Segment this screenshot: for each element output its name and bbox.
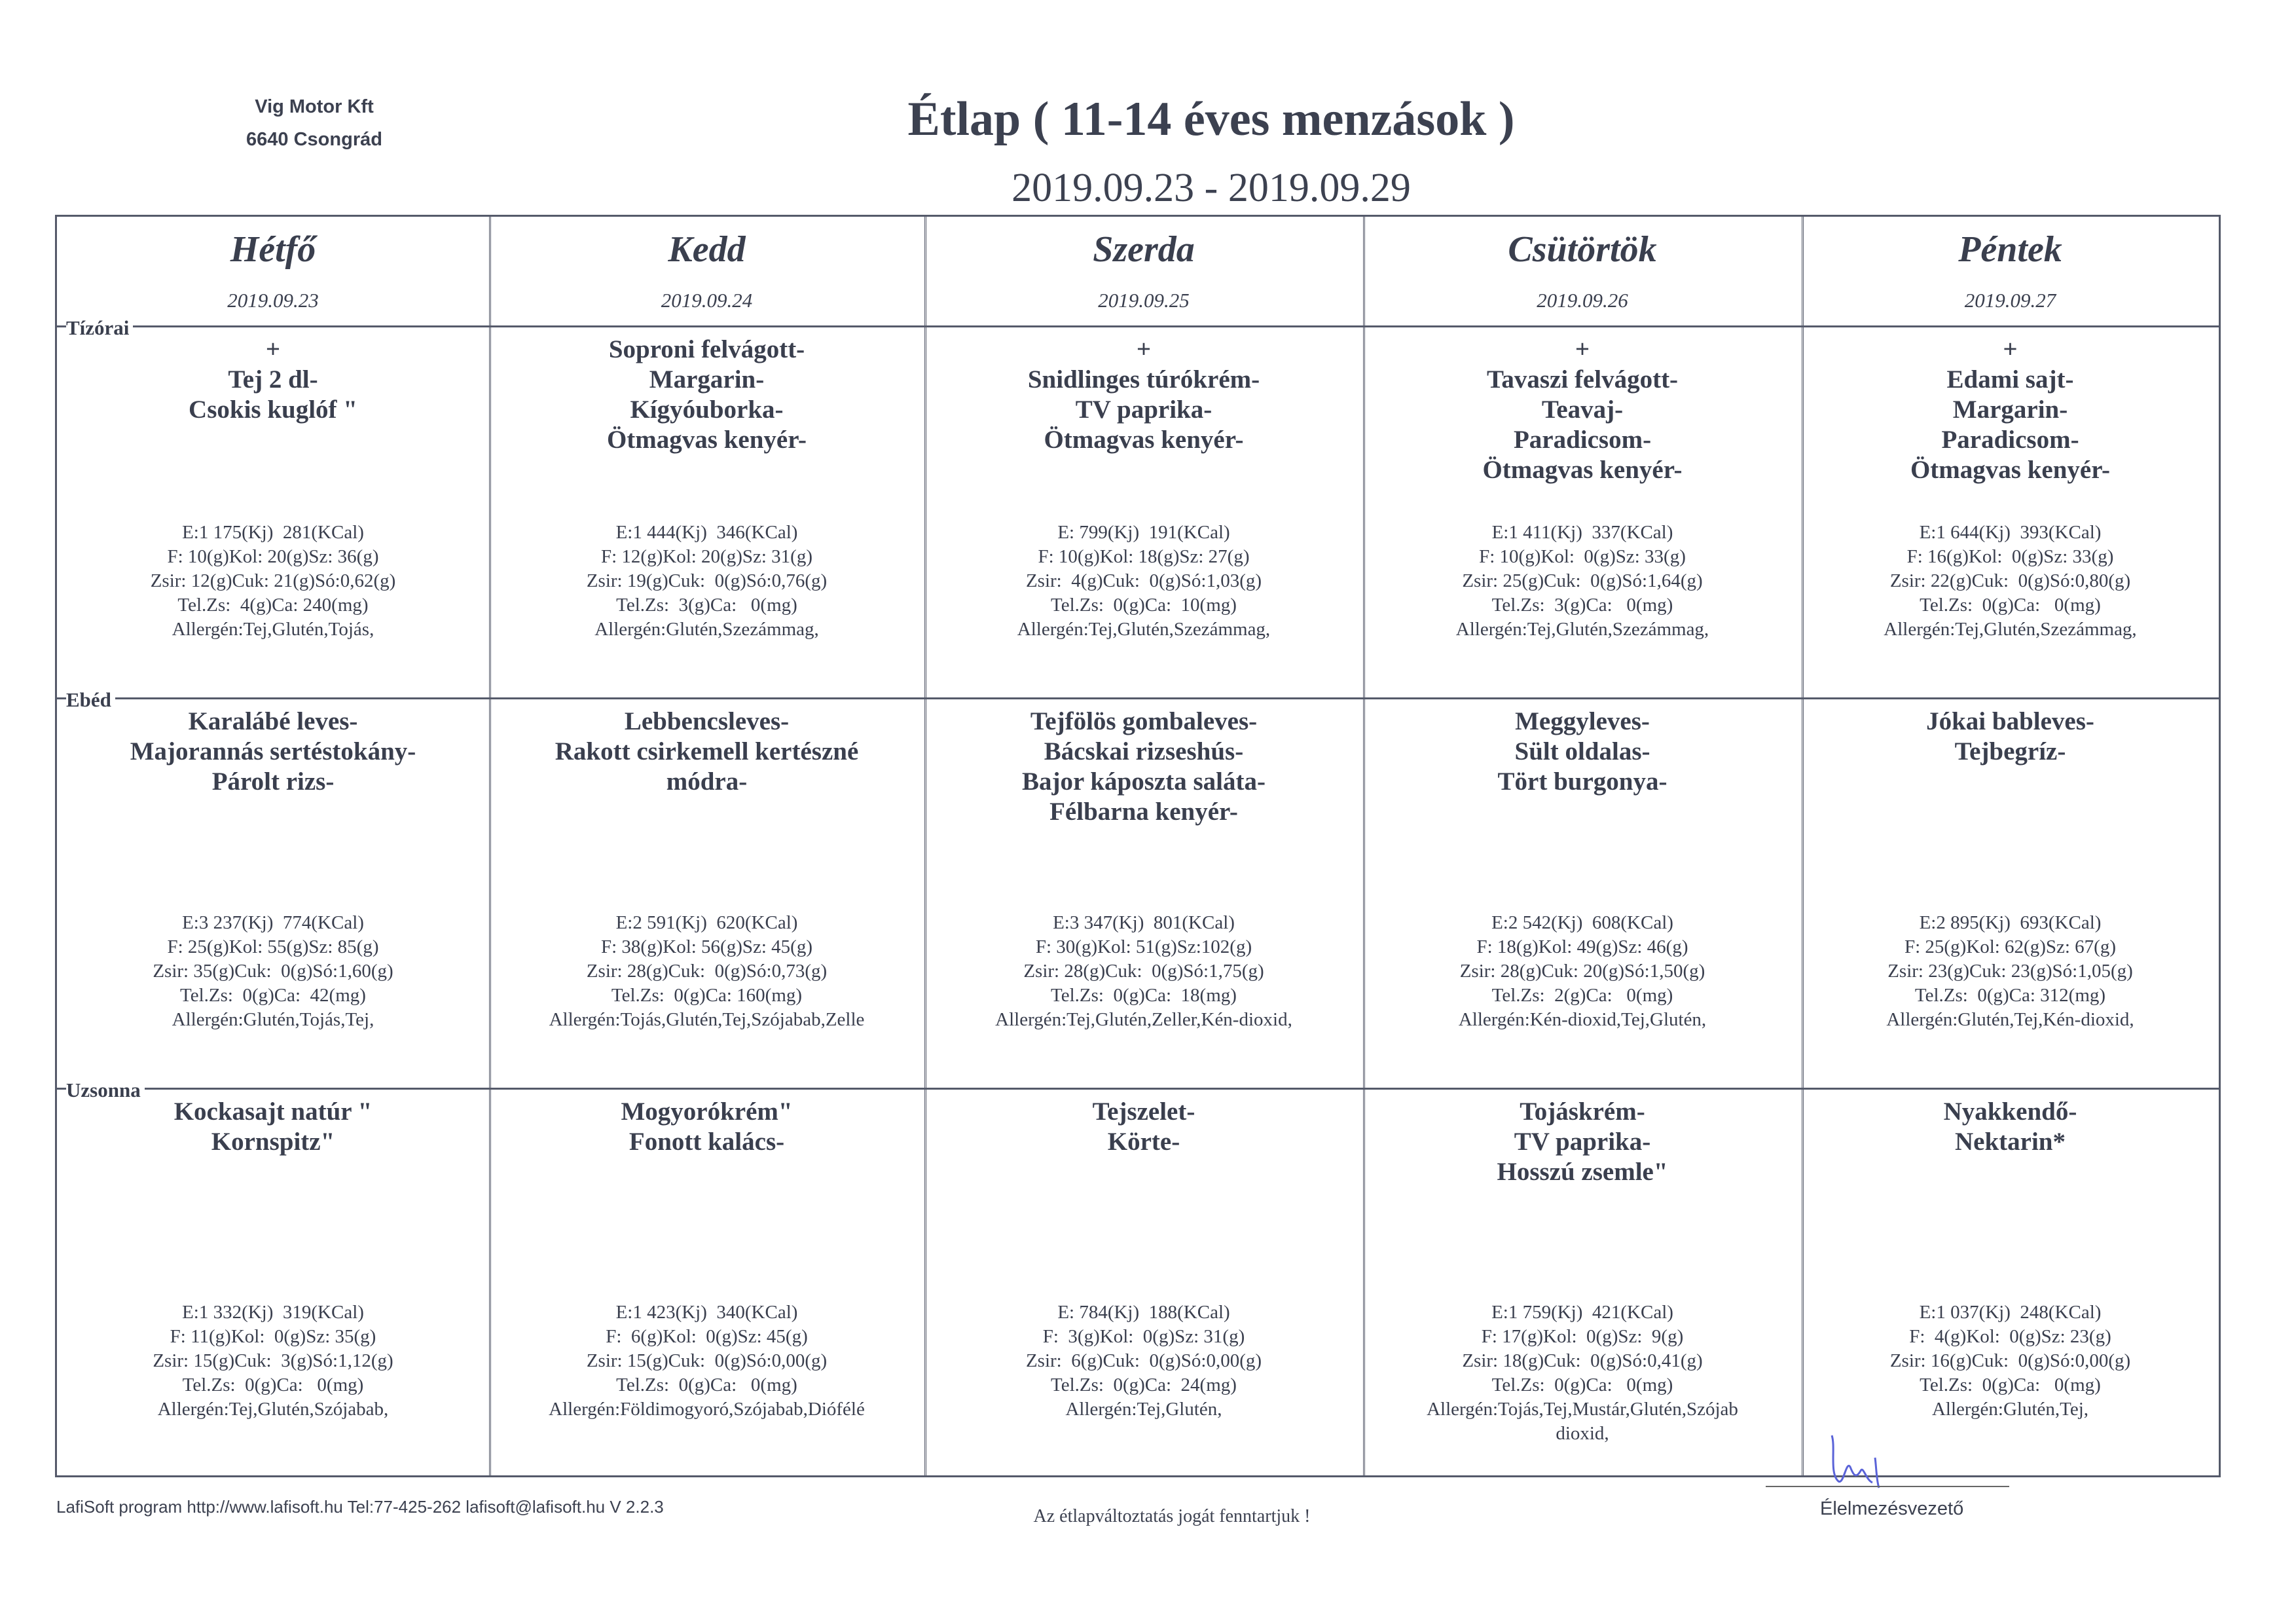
dish-item: + — [2003, 335, 2018, 363]
nutrition-line: F: 38(g)Kol: 56(g)Sz: 45(g) — [601, 936, 812, 957]
nutrition-line: F: 18(g)Kol: 49(g)Sz: 46(g) — [1476, 936, 1688, 957]
nutrition-line: F: 12(g)Kol: 20(g)Sz: 31(g) — [601, 546, 812, 567]
nutrition-line: Zsir: 15(g)Cuk: 0(g)Só:0,00(g) — [586, 1350, 828, 1371]
allergen-line: Allergén:Tej,Glutén,Szezámmag, — [1455, 619, 1709, 640]
menu-cell — [489, 1088, 924, 1477]
allergen-line: Allergén:Tej,Glutén,Tojás, — [172, 619, 374, 640]
meal-label: Uzsonna — [66, 1079, 145, 1102]
day-header — [1363, 217, 1802, 325]
nutrition-info — [1802, 521, 2219, 642]
allergen-line: Allergén:Glutén,Tojás,Tej, — [172, 1009, 374, 1030]
nutrition-line: F: 10(g)Kol: 18(g)Sz: 27(g) — [1038, 546, 1250, 567]
nutrition-info — [489, 521, 924, 642]
allergen-line: Allergén:Glutén,Szezámmag, — [594, 619, 819, 640]
dish-item: Bajor káposzta saláta- — [1022, 767, 1266, 796]
page-title: Étlap ( 11-14 éves menzások ) — [907, 92, 1515, 146]
menu-period: 2019.09.23 - 2019.09.29 — [1011, 166, 1411, 210]
nutrition-line: E:1 175(Kj) 281(KCal) — [182, 522, 364, 543]
nutrition-line: dioxid, — [1556, 1423, 1609, 1444]
nutrition-info — [489, 1301, 924, 1422]
day-name: Szerda — [1093, 229, 1195, 270]
nutrition-line: Tel.Zs: 0(g)Ca: 24(mg) — [1051, 1375, 1237, 1395]
nutrition-line: Zsir: 25(g)Cuk: 0(g)Só:1,64(g) — [1462, 570, 1703, 591]
allergen-line: Allergén:Tej,Glutén,Szezámmag, — [1017, 619, 1271, 640]
nutrition-line: Zsir: 16(g)Cuk: 0(g)Só:0,00(g) — [1889, 1350, 2131, 1371]
nutrition-line: F: 4(g)Kol: 0(g)Sz: 23(g) — [1909, 1326, 2111, 1347]
nutrition-line: Zsir: 12(g)Cuk: 21(g)Só:0,62(g) — [150, 570, 396, 591]
nutrition-line: E:1 644(Kj) 393(KCal) — [1919, 522, 2102, 543]
nutrition-line: E:1 423(Kj) 340(KCal) — [615, 1302, 798, 1323]
nutrition-line: Tel.Zs: 0(g)Ca: 312(mg) — [1914, 985, 2106, 1006]
nutrition-info — [1802, 911, 2219, 1032]
dish-list — [924, 707, 1363, 827]
dish-item: Meggyleves- — [1515, 707, 1650, 735]
allergen-line: Allergén:Földimogyoró,Szójabab,Diófélé — [549, 1399, 865, 1420]
nutrition-line: Zsir: 28(g)Cuk: 0(g)Só:0,73(g) — [586, 961, 828, 982]
dish-item: Tört burgonya- — [1497, 767, 1667, 796]
dish-item: TV paprika- — [1514, 1128, 1651, 1156]
allergen-line: Allergén:Glutén,Tej,Kén-dioxid, — [1886, 1009, 2134, 1030]
nutrition-info — [924, 911, 1363, 1032]
menu-grid — [55, 215, 2221, 1477]
nutrition-line: F: 25(g)Kol: 62(g)Sz: 67(g) — [1904, 936, 2116, 957]
nutrition-info — [924, 1301, 1363, 1422]
dish-item: Soproni felvágott- — [608, 335, 805, 363]
nutrition-info — [924, 521, 1363, 642]
menu-cell — [1363, 325, 1802, 697]
nutrition-line: Tel.Zs: 3(g)Ca: 0(mg) — [616, 595, 797, 616]
menu-cell — [489, 325, 924, 697]
allergen-line: Allergén:Tojás,Glutén,Tej,Szójabab,Zelle — [549, 1009, 865, 1030]
dish-item: Körte- — [1107, 1128, 1180, 1156]
dish-item: Bácskai rizseshús- — [1044, 737, 1244, 766]
nutrition-info — [57, 911, 489, 1032]
nutrition-line: F: 25(g)Kol: 55(g)Sz: 85(g) — [167, 936, 379, 957]
dish-item: Margarin- — [649, 365, 765, 394]
menu-cell — [1802, 325, 2219, 697]
nutrition-line: Tel.Zs: 0(g)Ca: 0(mg) — [616, 1375, 797, 1395]
dish-item: Majorannás sertéstokány- — [130, 737, 416, 766]
allergen-line: Allergén:Tej,Glutén, — [1065, 1399, 1222, 1420]
nutrition-line: Tel.Zs: 3(g)Ca: 0(mg) — [1491, 595, 1673, 616]
change-disclaimer: Az étlapváltoztatás jogát fenntartjuk ! — [1033, 1506, 1311, 1526]
dish-list — [1363, 335, 1802, 485]
nutrition-line: F: 30(g)Kol: 51(g)Sz:102(g) — [1035, 936, 1252, 957]
menu-cell — [1802, 697, 2219, 1088]
dish-item: Kornspitz" — [211, 1128, 335, 1156]
dish-list — [57, 1097, 489, 1157]
dish-item: Csokis kuglóf " — [189, 396, 357, 424]
nutrition-line: E:3 347(Kj) 801(KCal) — [1053, 912, 1235, 933]
day-date: 2019.09.27 — [1964, 289, 2056, 312]
menu-cell — [1802, 1088, 2219, 1477]
signature-label: Élelmezésvezető — [1820, 1498, 1964, 1519]
dish-item: TV paprika- — [1075, 396, 1212, 424]
dish-item: Snidlinges túrókrém- — [1027, 365, 1260, 394]
day-date: 2019.09.24 — [661, 289, 753, 312]
nutrition-line: Zsir: 28(g)Cuk: 20(g)Só:1,50(g) — [1459, 961, 1705, 982]
day-date: 2019.09.23 — [227, 289, 319, 312]
dish-item: Nektarin* — [1955, 1128, 2066, 1156]
nutrition-line: F: 6(g)Kol: 0(g)Sz: 45(g) — [606, 1326, 808, 1347]
nutrition-line: F: 17(g)Kol: 0(g)Sz: 9(g) — [1481, 1326, 1684, 1347]
menu-cell — [924, 697, 1363, 1088]
dish-item: Paradicsom- — [1513, 426, 1652, 454]
dish-list — [924, 335, 1363, 455]
nutrition-line: Zsir: 35(g)Cuk: 0(g)Só:1,60(g) — [153, 961, 393, 982]
day-header — [489, 217, 924, 325]
nutrition-line: E:2 542(Kj) 608(KCal) — [1491, 912, 1673, 933]
nutrition-info — [489, 911, 924, 1032]
company-name: Vig Motor Kft — [255, 96, 374, 117]
nutrition-line: E:1 332(Kj) 319(KCal) — [182, 1302, 364, 1323]
meal-label: Ebéd — [66, 688, 115, 712]
dish-item: Teavaj- — [1541, 396, 1624, 424]
day-header — [57, 217, 489, 325]
nutrition-line: Tel.Zs: 4(g)Ca: 240(mg) — [177, 595, 369, 616]
dish-list — [57, 707, 489, 797]
nutrition-line: Zsir: 18(g)Cuk: 0(g)Só:0,41(g) — [1462, 1350, 1703, 1371]
company-block — [216, 90, 412, 156]
nutrition-line: Tel.Zs: 0(g)Ca: 0(mg) — [1920, 595, 2101, 616]
dish-item: Ötmagvas kenyér- — [1044, 426, 1244, 454]
dish-list — [1802, 1097, 2219, 1157]
dish-item: + — [1575, 335, 1590, 363]
dish-item: Tojáskrém- — [1520, 1098, 1645, 1126]
dish-item: Lebbencsleves- — [624, 707, 790, 735]
dish-item: Karalábé leves- — [188, 707, 358, 735]
nutrition-line: Tel.Zs: 0(g)Ca: 0(mg) — [182, 1375, 364, 1395]
dish-list — [1802, 707, 2219, 767]
nutrition-line: F: 10(g)Kol: 20(g)Sz: 36(g) — [167, 546, 379, 567]
day-name: Péntek — [1958, 229, 2062, 270]
nutrition-line: Zsir: 23(g)Cuk: 23(g)Só:1,05(g) — [1887, 961, 2133, 982]
allergen-line: Allergén:Tej,Glutén,Szójabab, — [157, 1399, 389, 1420]
dish-item: Kígyóuborka- — [630, 396, 784, 424]
dish-list — [489, 707, 924, 797]
day-date: 2019.09.26 — [1537, 289, 1628, 312]
menu-cell — [57, 1088, 489, 1477]
dish-list — [489, 1097, 924, 1157]
nutrition-line: E:1 411(Kj) 337(KCal) — [1491, 522, 1673, 543]
company-address: 6640 Csongrád — [246, 129, 382, 150]
nutrition-line: E:2 591(Kj) 620(KCal) — [615, 912, 798, 933]
meal-label: Tízórai — [66, 316, 133, 340]
dish-item: Félbarna kenyér- — [1049, 798, 1238, 826]
dish-item: Párolt rizs- — [211, 767, 335, 796]
day-date: 2019.09.25 — [1098, 289, 1190, 312]
nutrition-line: Zsir: 22(g)Cuk: 0(g)Só:0,80(g) — [1889, 570, 2131, 591]
nutrition-line: F: 16(g)Kol: 0(g)Sz: 33(g) — [1906, 546, 2114, 567]
nutrition-line: Zsir: 28(g)Cuk: 0(g)Só:1,75(g) — [1023, 961, 1264, 982]
dish-item: Tejfölös gombaleves- — [1030, 707, 1258, 735]
nutrition-line: Tel.Zs: 0(g)Ca: 18(mg) — [1051, 985, 1237, 1006]
day-name: Kedd — [668, 229, 746, 270]
nutrition-line: E:3 237(Kj) 774(KCal) — [182, 912, 364, 933]
nutrition-info — [1363, 1301, 1802, 1446]
dish-item: Sült oldalas- — [1514, 737, 1650, 766]
nutrition-line: Tel.Zs: 0(g)Ca: 160(mg) — [611, 985, 803, 1006]
dish-item: Margarin- — [1952, 396, 2068, 424]
nutrition-info — [57, 521, 489, 642]
day-header — [924, 217, 1363, 325]
menu-cell — [924, 325, 1363, 697]
nutrition-line: Tel.Zs: 0(g)Ca: 10(mg) — [1051, 595, 1237, 616]
nutrition-line: Tel.Zs: 2(g)Ca: 0(mg) — [1491, 985, 1673, 1006]
nutrition-info — [1802, 1301, 2219, 1422]
dish-item: + — [1136, 335, 1152, 363]
dish-item: Jókai bableves- — [1926, 707, 2094, 735]
dish-list — [1363, 1097, 1802, 1187]
allergen-line: Allergén:Tej,Glutén,Zeller,Kén-dioxid, — [995, 1009, 1292, 1030]
nutrition-info — [1363, 911, 1802, 1032]
dish-item: Kockasajt natúr " — [173, 1098, 373, 1126]
dish-item: Mogyorókrém" — [621, 1098, 793, 1126]
dish-list — [1363, 707, 1802, 797]
dish-item: + — [265, 335, 281, 363]
nutrition-line: F: 11(g)Kol: 0(g)Sz: 35(g) — [170, 1326, 376, 1347]
menu-cell — [1363, 1088, 1802, 1477]
menu-cell — [924, 1088, 1363, 1477]
dish-item: Tavaszi felvágott- — [1486, 365, 1679, 394]
dish-item: Nyakkendő- — [1943, 1098, 2077, 1126]
day-header — [1802, 217, 2219, 325]
dish-item: Fonott kalács- — [629, 1128, 785, 1156]
nutrition-line: Tel.Zs: 0(g)Ca: 0(mg) — [1491, 1375, 1673, 1395]
nutrition-line: E:2 895(Kj) 693(KCal) — [1919, 912, 2102, 933]
dish-item: Edami sajt- — [1946, 365, 2074, 394]
allergen-line: Allergén:Glutén,Tej, — [1931, 1399, 2089, 1420]
dish-item: Rakott csirkemell kertészné — [555, 737, 859, 766]
nutrition-line: E:1 037(Kj) 248(KCal) — [1919, 1302, 2102, 1323]
dish-list — [489, 335, 924, 455]
allergen-line: Allergén:Tojás,Tej,Mustár,Glutén,Szójab — [1427, 1399, 1738, 1420]
nutrition-line: E:1 759(Kj) 421(KCal) — [1491, 1302, 1673, 1323]
nutrition-line: F: 10(g)Kol: 0(g)Sz: 33(g) — [1479, 546, 1686, 567]
nutrition-line: Zsir: 19(g)Cuk: 0(g)Só:0,76(g) — [586, 570, 828, 591]
nutrition-line: Zsir: 6(g)Cuk: 0(g)Só:0,00(g) — [1025, 1350, 1262, 1371]
allergen-line: Allergén:Tej,Glutén,Szezámmag, — [1884, 619, 2137, 640]
dish-item: Ötmagvas kenyér- — [1910, 456, 2111, 484]
nutrition-line: F: 3(g)Kol: 0(g)Sz: 31(g) — [1042, 1326, 1245, 1347]
dish-list — [57, 335, 489, 425]
nutrition-line: E: 799(Kj) 191(KCal) — [1057, 522, 1230, 543]
dish-list — [924, 1097, 1363, 1157]
nutrition-info — [1363, 521, 1802, 642]
allergen-line: Allergén:Kén-dioxid,Tej,Glutén, — [1458, 1009, 1707, 1030]
nutrition-line: Tel.Zs: 0(g)Ca: 42(mg) — [180, 985, 366, 1006]
dish-item: módra- — [666, 767, 748, 796]
signature-line — [1766, 1486, 2009, 1487]
menu-cell — [489, 697, 924, 1088]
nutrition-line: Tel.Zs: 0(g)Ca: 0(mg) — [1920, 1375, 2101, 1395]
dish-item: Tejszelet- — [1092, 1098, 1195, 1126]
dish-item: Tejbegríz- — [1954, 737, 2066, 766]
menu-cell — [57, 325, 489, 697]
dish-list — [1802, 335, 2219, 485]
menu-cell — [1363, 697, 1802, 1088]
dish-item: Hosszú zsemle" — [1497, 1158, 1668, 1186]
nutrition-line: E: 784(Kj) 188(KCal) — [1057, 1302, 1230, 1323]
nutrition-line: E:1 444(Kj) 346(KCal) — [615, 522, 798, 543]
menu-cell — [57, 697, 489, 1088]
nutrition-line: Zsir: 4(g)Cuk: 0(g)Só:1,03(g) — [1025, 570, 1262, 591]
nutrition-info — [57, 1301, 489, 1422]
dish-item: Tej 2 dl- — [228, 365, 318, 394]
dish-item: Ötmagvas kenyér- — [1482, 456, 1683, 484]
software-credit: LafiSoft program http://www.lafisoft.hu Tel:77-425-262 lafisoft@lafisoft.hu V 2.2.3 — [56, 1497, 664, 1517]
dish-item: Paradicsom- — [1941, 426, 2079, 454]
dish-item: Ötmagvas kenyér- — [606, 426, 807, 454]
day-name: Csütörtök — [1508, 229, 1657, 270]
nutrition-line: Zsir: 15(g)Cuk: 3(g)Só:1,12(g) — [153, 1350, 393, 1371]
day-name: Hétfő — [230, 229, 316, 270]
